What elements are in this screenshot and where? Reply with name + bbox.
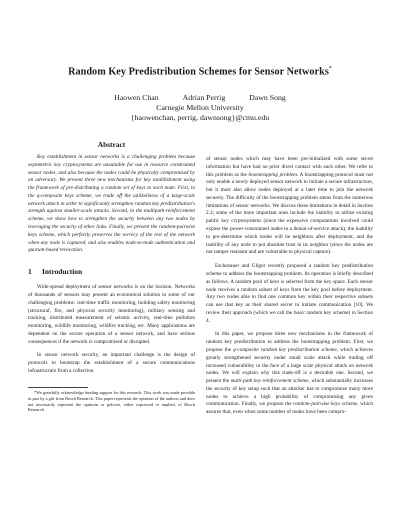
author-name: Dawn Song [249, 93, 286, 102]
right-column [206, 156, 373, 417]
emphasis: q-composite random key predistribution scheme [233, 346, 337, 353]
body-paragraph: of sensor nodes which may have been pre-initialized with some secret information but have had no prior direct contact with each other. We refer to this problem as the bootstrapping problem. A bootstrapping protocol must not only enable a newly deployed sensor network to initiate a secure infrastructure, but it must also allow nodes deployed at a later time to join the network securely. The difficulty of the bootstrapping problem stems from the numerous limitations of sensor networks. We discuss these limitations in detail in Section 2.2; some of the more important ones include the inability to utilize existing public key cryptosystems (since the expensive computations involved could expose the power-constrained nodes to a denial-of-service attack), the inability to pre-determine which nodes will be neighbors after deployment, and the inability of any node to put absolute trust in its neighbor (since the nodes are not tamper resistant and are vulnerable to physical capture). [206, 156, 374, 256]
abstract-text: Key establishment in sensor networks is a challenging problem because asymmetric key cryptosystems are unsuitable for use in resource constrained sensor nodes, and also because the nodes could be physically compromised by an adversary. We present three new mechanisms for key establishment using the framework of pre-distributing a random set of keys to each node. First, in the q-composite keys scheme, we trade off the unlikeliness of a large-scale network attack in order to significantly strengthen random key predistribution's strength against smaller-scale attacks. Second, in the multipath-reinforcement scheme, we show how to strengthen the security between any two nodes by leveraging the security of other links. Finally, we present the random-pairwise keys scheme, which perfectly preserves the secrecy of the rest of the network when any node is captured, and also enables node-to-node authentication and quorum-based revocation. [28, 154, 195, 254]
footnote-divider [28, 387, 88, 388]
emphasis: multi-path key reinforcement scheme [230, 378, 309, 385]
abstract-heading: Abstract [97, 140, 126, 149]
emphasis: basic [293, 309, 305, 316]
section-heading-introduction [28, 266, 195, 284]
intro-paragraph: In sensor network security, an important challenge is the design of protocols to bootstrap the establishment of a secure communications infrastructure from a collection [28, 352, 195, 374]
emphasis: bootstrapping problem [248, 171, 297, 178]
author-name: Haowen Chan [114, 93, 159, 102]
affiliation: Carnegie Mellon University [156, 103, 244, 112]
paper-title [0, 66, 400, 77]
footnote-text: *We gratefully acknowledge funding support for this research. This work was made possible in part by a gift from Bosch Research. This paper represents the opinions of the authors and does not necessarily represent the opinions or policies, either expressed or implied, of Bosch Research. [28, 389, 195, 413]
body-paragraph: In this paper, we propose three new mechanisms in the framework of random key predistribution to address the bootstrapping problem. First, we propose the q-composite random key predistribution scheme, which achieves greatly strengthened security under small scale attack while trading off increased vulnerability in the face of a large scale physical attack on network nodes. We will explain why this trade-off is a desirable one. Second, we present the multi-path key reinforcement scheme, which substantially increases the security of key setup such that an attacker has to compromise many more nodes to achieve a high probability of compromising any given communication. Finally, we propose the random-pairwise keys scheme, which assures that, even when some number of nodes have been compro- [206, 331, 374, 416]
body-paragraph: Eschenauer and Gligor recently proposed a random key predistribution scheme to address the bootstrapping problem. Its operation is briefly described as follows. A random pool of keys is selected from the key space. Each sensor node receives a random subset of keys from the key pool before deployment. Any two nodes able to find one common key within their respective subsets can use that key as their shared secret to initiate communication [10]. We review their approach (which we call the basic random key scheme) in Section 4. [206, 263, 373, 324]
intro-paragraph: Wide-spread deployment of sensor networks is on the horizon. Networks of thousands of sensors may present an economical solution to some of our challenging problems: real-time traffic monitoring, building safety monitoring (structural, fire, and physical security monitoring), military sensing and tracking, distributed measurement of seismic activity, real-time pollution monitoring, wildlife monitoring, wildfire tracking, etc. Many applications are dependent on the secure operation of a sensor network, and have serious consequences if the network is compromised or disrupted. [28, 284, 195, 345]
title-footnote-mark: * [328, 66, 332, 72]
emphasis: random-pairwise keys scheme [293, 401, 358, 408]
author-name: Adrian Perrig [182, 93, 226, 102]
left-column [28, 140, 195, 413]
author-emails: {haowenchan, perrig, dawnsong}@cmu.edu [130, 113, 270, 122]
author-list [0, 93, 400, 102]
section-title: Introduction [42, 267, 83, 277]
section-number: 1 [28, 267, 32, 277]
title-text: Random Key Predistribution Schemes for Sensor Networks [68, 66, 329, 78]
